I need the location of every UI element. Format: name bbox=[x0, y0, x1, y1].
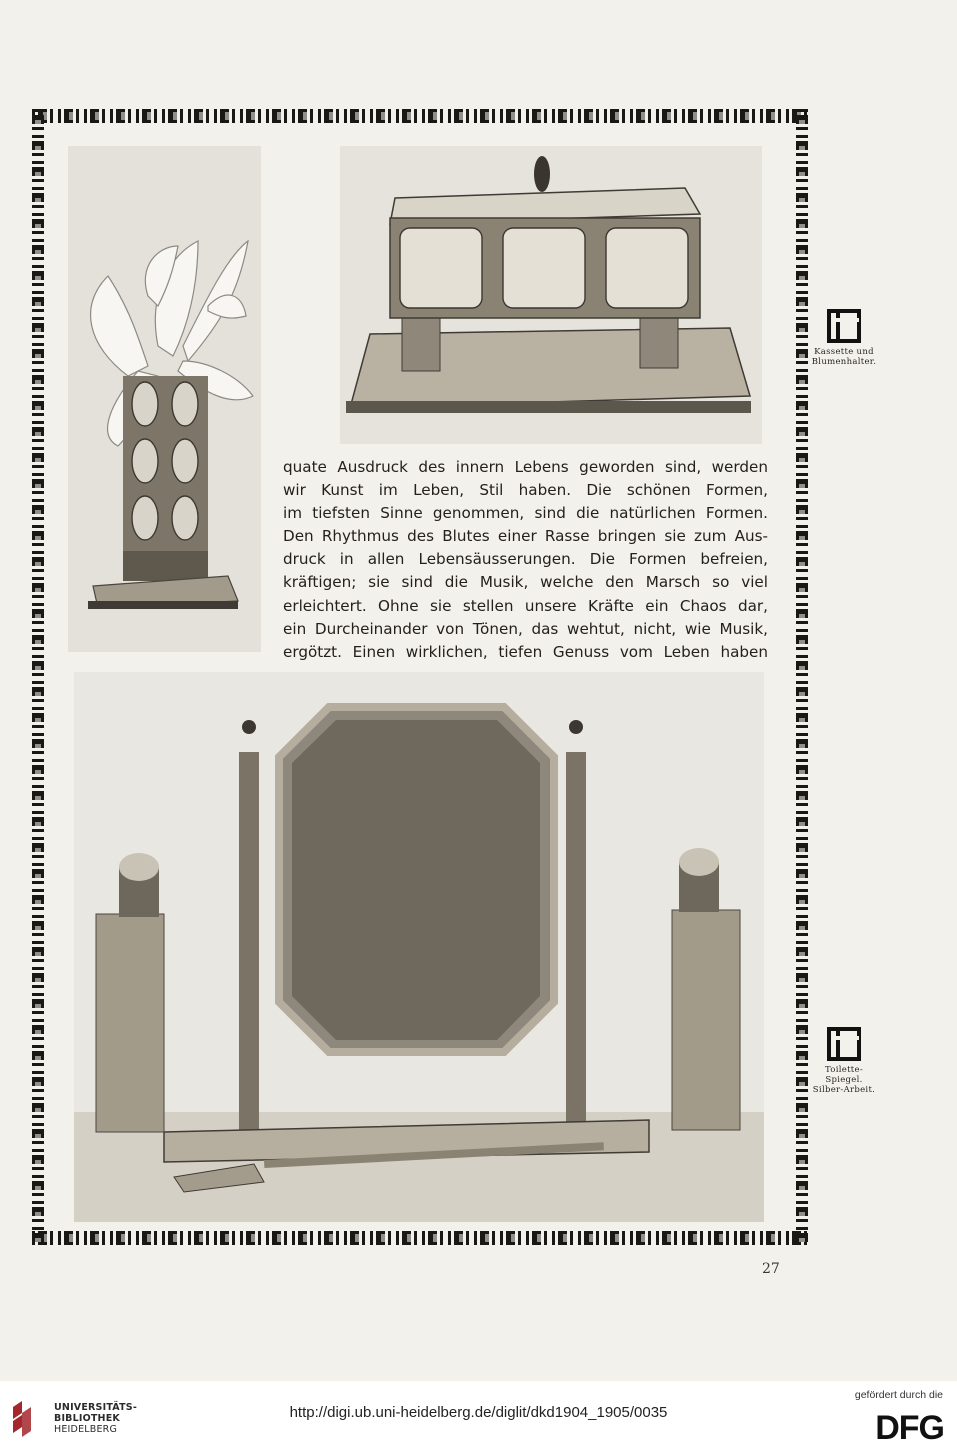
dfg-logo: DFG bbox=[875, 1409, 944, 1447]
library-name: UNIVERSITÄTS- BIBLIOTHEK HEIDELBERG bbox=[54, 1402, 137, 1435]
marker-caption-bottom: Toilette- Spiegel. Silber-Arbeit. bbox=[812, 1065, 876, 1095]
text-line: druck in allen Lebensäusserungen. Die Formen befreien, bbox=[283, 550, 768, 569]
funded-by-label: gefördert durch die bbox=[854, 1389, 943, 1401]
margin-marker-bottom bbox=[808, 1026, 880, 1095]
source-url-link[interactable]: http://digi.ub.uni-heidelberg.de/diglit/dkd1904_1905/0035 bbox=[289, 1404, 668, 1421]
photo-casket bbox=[340, 146, 762, 444]
text-line: wir Kunst im Leben, Stil haben. Die schönen Formen, bbox=[283, 481, 768, 500]
text-line: quate Ausdruck des innern Lebens geworden sind, werden bbox=[283, 458, 768, 476]
margin-marker-top bbox=[808, 308, 880, 367]
text-line: ein Durcheinander von Tönen, das wehtut, nicht, wie Musik, bbox=[283, 619, 768, 638]
body-text-paragraph bbox=[283, 456, 768, 664]
ornamental-border-top bbox=[32, 109, 810, 123]
flower-vase-illustration bbox=[68, 146, 261, 652]
text-line: kräftigen; sie sind die Musik, welche den Marsch so viel bbox=[283, 573, 768, 592]
footer-bar bbox=[0, 1381, 957, 1453]
page-number: 27 bbox=[762, 1261, 780, 1277]
ornamental-border-bottom bbox=[32, 1231, 810, 1245]
text-line: Den Rhythmus des Blutes einer Rasse bringen sie zum Aus- bbox=[283, 527, 768, 546]
casket-illustration bbox=[340, 146, 762, 444]
ornamental-border-right bbox=[796, 109, 808, 1245]
ornamental-border-left bbox=[32, 109, 44, 1245]
monogram-marker-icon bbox=[826, 1026, 862, 1062]
monogram-marker-icon bbox=[826, 308, 862, 344]
photo-toilet-mirror bbox=[74, 672, 764, 1222]
marker-caption-top: Kassette und Blumenhalter. bbox=[811, 347, 877, 367]
text-line: ergötzt. Einen wirklichen, tiefen Genuss vom Leben haben bbox=[283, 642, 768, 661]
toilet-mirror-illustration bbox=[74, 672, 764, 1222]
photo-flower-vase bbox=[68, 146, 261, 652]
text-line: im tiefsten Sinne genommen, sind die natürlichen Formen. bbox=[283, 504, 768, 523]
text-line: erleichtert. Ohne sie stellen unsere Kräfte ein Chaos dar, bbox=[283, 596, 768, 615]
